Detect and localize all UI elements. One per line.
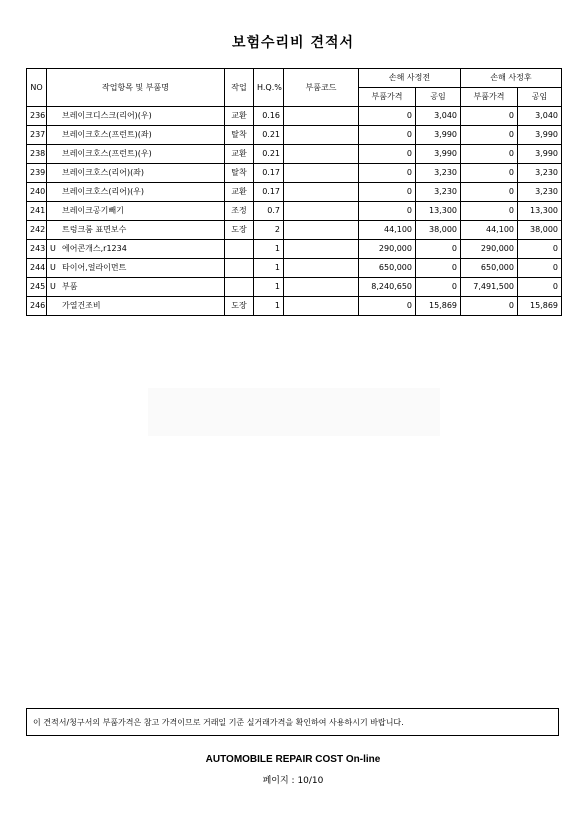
cell-part-code [284,145,359,164]
cell-before-part-price: 0 [359,145,416,164]
header-after-adjustment: 손해 사정후 [461,69,562,88]
cell-before-part-price: 0 [359,202,416,221]
cell-no: 244 [27,259,47,278]
cell-item-label: 가열건조비 [62,301,101,310]
cell-after-labor: 15,869 [518,297,562,316]
cell-before-labor: 3,990 [416,126,461,145]
cell-no: 246 [27,297,47,316]
cell-work: 탈착 [225,126,254,145]
table-row [27,221,562,240]
cell-hq: 0.7 [254,202,284,221]
table-row [27,278,562,297]
cell-item-name [47,297,225,316]
header-no: NO [27,69,47,107]
cell-work [225,240,254,259]
table-row [27,259,562,278]
cell-before-part-price: 0 [359,297,416,316]
cell-after-labor: 0 [518,240,562,259]
cell-item-name [47,278,225,297]
table-row [27,183,562,202]
cell-hq: 0.17 [254,164,284,183]
cell-work: 탈착 [225,164,254,183]
cell-before-labor: 0 [416,259,461,278]
table-row [27,164,562,183]
cell-after-part-price: 7,491,500 [461,278,518,297]
cell-item-label: 타이어,얼라이먼트 [62,263,127,272]
header-part-code: 부품코드 [284,69,359,107]
cell-no: 236 [27,107,47,126]
cell-part-code [284,126,359,145]
cell-item-name [47,221,225,240]
table-row [27,297,562,316]
cell-item-label: 브레이크호스(리어)(우) [62,187,145,196]
header-before-adjustment: 손해 사정전 [359,69,461,88]
cell-after-labor: 3,040 [518,107,562,126]
document-title: 보험수리비 견적서 [231,35,355,51]
header-before-part-price: 부품가격 [359,88,416,107]
cell-hq: 0.21 [254,145,284,164]
cell-before-labor: 3,230 [416,183,461,202]
cell-hq: 1 [254,259,284,278]
cell-item-label: 트렁크룸 표면보수 [62,225,127,234]
cell-item-label: 부품 [62,282,78,291]
cell-before-part-price: 0 [359,183,416,202]
price-notice: 이 견적서/청구서의 부품가격은 참고 가격이므로 거래일 기준 실거래가격을 확인하여 사용하시기 바랍니다. [26,708,559,736]
cell-work: 교환 [225,145,254,164]
table-body [27,107,562,316]
header-work: 작업 [225,69,254,107]
cell-before-labor: 13,300 [416,202,461,221]
cell-after-labor: 3,230 [518,164,562,183]
cell-item-name [47,183,225,202]
estimate-table [26,68,562,316]
cell-before-part-price: 0 [359,126,416,145]
cell-before-labor: 3,990 [416,145,461,164]
cell-after-labor: 13,300 [518,202,562,221]
header-item: 작업항목 및 부품명 [47,69,225,107]
header-before-labor: 공임 [416,88,461,107]
cell-after-labor: 0 [518,259,562,278]
cell-flag: U [50,244,56,253]
cell-part-code [284,297,359,316]
cell-after-part-price: 0 [461,297,518,316]
cell-work: 도장 [225,297,254,316]
cell-before-part-price: 44,100 [359,221,416,240]
cell-work [225,259,254,278]
cell-before-part-price: 650,000 [359,259,416,278]
cell-before-part-price: 8,240,650 [359,278,416,297]
cell-hq: 1 [254,297,284,316]
page-number: 페이지 : 10/10 [262,776,324,786]
cell-part-code [284,240,359,259]
cell-flag: U [50,263,56,272]
cell-no: 245 [27,278,47,297]
cell-item-name [47,145,225,164]
cell-no: 242 [27,221,47,240]
cell-part-code [284,278,359,297]
cell-before-part-price: 0 [359,164,416,183]
cell-work: 교환 [225,183,254,202]
cell-item-label: 에어콘개스,r1234 [62,244,127,253]
cell-item-label: 브레이크디스크(리어)(우) [62,111,152,120]
cell-part-code [284,107,359,126]
cell-after-part-price: 0 [461,145,518,164]
table-row [27,145,562,164]
cell-no: 237 [27,126,47,145]
cell-hq: 1 [254,240,284,259]
header-after-labor: 공임 [518,88,562,107]
cell-item-name [47,259,225,278]
cell-no: 239 [27,164,47,183]
cell-no: 238 [27,145,47,164]
cell-no: 241 [27,202,47,221]
header-hq: H.Q.% [254,69,284,107]
footer-brand: AUTOMOBILE REPAIR COST On-line [205,754,381,765]
cell-after-part-price: 0 [461,107,518,126]
cell-item-label: 브레이크호스(리어)(좌) [62,168,145,177]
cell-before-labor: 38,000 [416,221,461,240]
cell-work: 조정 [225,202,254,221]
cell-work: 교환 [225,107,254,126]
cell-after-labor: 3,990 [518,145,562,164]
cell-after-part-price: 0 [461,126,518,145]
cell-part-code [284,183,359,202]
cell-after-part-price: 0 [461,202,518,221]
cell-item-name [47,202,225,221]
cell-hq: 0.17 [254,183,284,202]
cell-item-name [47,126,225,145]
cell-after-labor: 0 [518,278,562,297]
table-row [27,126,562,145]
cell-after-part-price: 290,000 [461,240,518,259]
cell-before-labor: 0 [416,240,461,259]
cell-hq: 2 [254,221,284,240]
cell-after-labor: 3,230 [518,183,562,202]
cell-item-name [47,240,225,259]
header-after-part-price: 부품가격 [461,88,518,107]
table-row [27,107,562,126]
cell-part-code [284,221,359,240]
cell-after-part-price: 650,000 [461,259,518,278]
cell-hq: 1 [254,278,284,297]
cell-flag: U [50,282,56,291]
table-row [27,202,562,221]
cell-before-labor: 3,040 [416,107,461,126]
cell-hq: 0.21 [254,126,284,145]
cell-item-label: 브레이크호스(프런트)(우) [62,149,152,158]
cell-item-name [47,107,225,126]
cell-part-code [284,202,359,221]
cell-item-label: 브레이크호스(프런트)(좌) [62,130,152,139]
cell-before-labor: 0 [416,278,461,297]
cell-before-part-price: 0 [359,107,416,126]
cell-before-labor: 3,230 [416,164,461,183]
cell-after-part-price: 0 [461,164,518,183]
cell-work: 도장 [225,221,254,240]
cell-before-labor: 15,869 [416,297,461,316]
cell-after-labor: 3,990 [518,126,562,145]
cell-no: 243 [27,240,47,259]
cell-after-part-price: 0 [461,183,518,202]
cell-part-code [284,164,359,183]
cell-item-label: 브레이크공기빼기 [62,206,124,215]
cell-after-labor: 38,000 [518,221,562,240]
watermark [148,388,440,436]
cell-after-part-price: 44,100 [461,221,518,240]
cell-hq: 0.16 [254,107,284,126]
cell-before-part-price: 290,000 [359,240,416,259]
cell-work [225,278,254,297]
cell-no: 240 [27,183,47,202]
cell-item-name [47,164,225,183]
table-row [27,240,562,259]
cell-part-code [284,259,359,278]
